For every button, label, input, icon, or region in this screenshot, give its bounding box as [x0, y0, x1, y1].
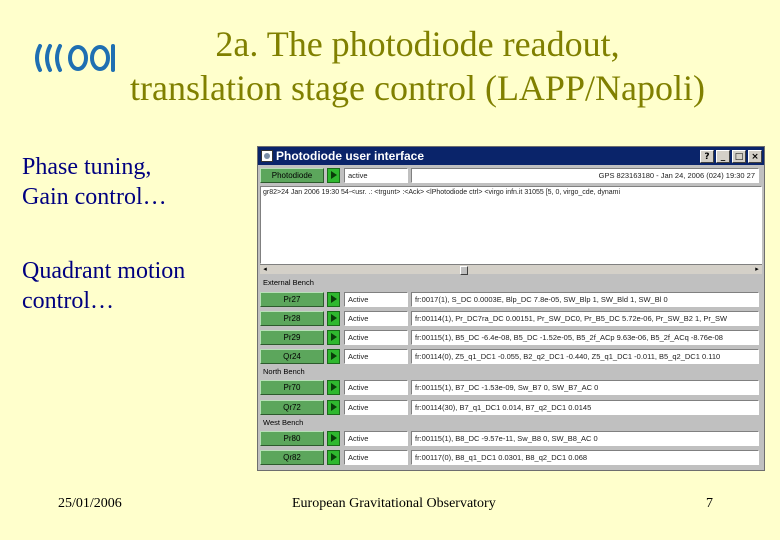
photodiode-button[interactable]: Photodiode — [260, 168, 324, 183]
device-button[interactable]: Pr28 — [260, 311, 324, 326]
device-info: fr:00115(1), B8_DC -9.57e-11, Sw_B8 0, SW_B8_AC 0 — [411, 431, 759, 446]
section-external-bench: External Bench — [263, 278, 314, 287]
scroll-thumb[interactable] — [460, 266, 468, 275]
slide-title-line2: translation stage control (LAPP/Napoli) — [130, 68, 705, 108]
footer-page-number: 7 — [706, 496, 713, 511]
horizontal-scrollbar[interactable] — [260, 264, 762, 274]
device-button[interactable]: Qr82 — [260, 450, 324, 465]
device-info: fr:00114(1), Pr_DC7ra_DC 0.00151, Pr_SW_DC0, Pr_B5_DC 5.72e-06, Pr_SW_B2 1, Pr_SW — [411, 311, 759, 326]
play-arrow-icon[interactable] — [327, 168, 340, 183]
slide-title-line1: 2a. The photodiode readout, — [215, 24, 620, 64]
play-arrow-icon[interactable] — [327, 311, 340, 326]
photodiode-window — [257, 146, 765, 471]
device-status: Active — [344, 400, 408, 415]
play-arrow-icon[interactable] — [327, 292, 340, 307]
device-info: fr:00114(30), B7_q1_DC1 0.014, B7_q2_DC1 0.0145 — [411, 400, 759, 415]
section-north-bench: North Bench — [263, 367, 305, 376]
top-status-field: active — [344, 168, 408, 183]
footer-organization: European Gravitational Observatory — [292, 496, 496, 511]
device-button[interactable]: Pr27 — [260, 292, 324, 307]
device-button[interactable]: Qr24 — [260, 349, 324, 364]
device-status: Active — [344, 380, 408, 395]
window-title: Photodiode user interface — [276, 149, 425, 163]
device-row-pr80 — [260, 430, 762, 447]
close-button[interactable]: × — [748, 150, 762, 163]
app-icon[interactable] — [261, 150, 273, 162]
minimize-button[interactable]: _ — [716, 150, 730, 163]
play-arrow-icon[interactable] — [327, 400, 340, 415]
slide-title — [60, 22, 775, 110]
device-button[interactable]: Qr72 — [260, 400, 324, 415]
device-row-qr72 — [260, 399, 762, 416]
device-info: fr:00114(0), Z5_q1_DC1 -0.055, B2_q2_DC1 -0.440, Z5_q1_DC1 -0.011, B5_q2_DC1 0.110 — [411, 349, 759, 364]
maximize-button[interactable]: □ — [732, 150, 746, 163]
window-titlebar[interactable] — [258, 147, 764, 165]
scroll-right-icon[interactable]: ▸ — [752, 265, 762, 274]
footer-date: 25/01/2006 — [58, 496, 122, 511]
gps-time-field: GPS 823163180 - Jan 24, 2006 (024) 19:30 27 — [411, 168, 759, 183]
play-arrow-icon[interactable] — [327, 380, 340, 395]
device-row-pr29 — [260, 329, 762, 346]
top-status-row — [260, 167, 762, 184]
play-arrow-icon[interactable] — [327, 450, 340, 465]
scroll-left-icon[interactable]: ◂ — [260, 265, 270, 274]
device-row-pr27 — [260, 291, 762, 308]
console-line: gr82>24 Jan 2006 19:30 54-<usr. .: <trgunt> :<Ack> <lPhotodiode ctrl> <virgo infn.it 31055 [5, 0, virgo_cde, dynami — [263, 189, 621, 196]
device-info: fr:00115(1), B5_DC -6.4e-08, B5_DC -1.52e-05, B5_2f_ACp 9.63e-06, B5_2f_ACq -8.76e-08 — [411, 330, 759, 345]
play-arrow-icon[interactable] — [327, 349, 340, 364]
device-status: Active — [344, 431, 408, 446]
device-row-qr82 — [260, 449, 762, 466]
device-row-pr28 — [260, 310, 762, 327]
device-row-pr70 — [260, 379, 762, 396]
device-status: Active — [344, 450, 408, 465]
bullet-phase-tuning — [22, 152, 167, 212]
device-status: Active — [344, 349, 408, 364]
message-console[interactable] — [260, 186, 762, 264]
device-button[interactable]: Pr29 — [260, 330, 324, 345]
bullet2-line2: control… — [22, 288, 114, 314]
device-status: Active — [344, 330, 408, 345]
device-button[interactable]: Pr80 — [260, 431, 324, 446]
device-info: fr:0017(1), S_DC 0.0003E, Blp_DC 7.8e-05, SW_Blp 1, SW_Bld 1, SW_Bl 0 — [411, 292, 759, 307]
device-info: fr:00117(0), B8_q1_DC1 0.0301, B8_q2_DC1 0.068 — [411, 450, 759, 465]
bullet1-line2: Gain control… — [22, 184, 167, 210]
device-info: fr:00115(1), B7_DC -1.53e-09, Sw_B7 0, SW_B7_AC 0 — [411, 380, 759, 395]
device-button[interactable]: Pr70 — [260, 380, 324, 395]
help-button[interactable]: ? — [700, 150, 714, 163]
device-row-qr24 — [260, 348, 762, 365]
device-status: Active — [344, 292, 408, 307]
play-arrow-icon[interactable] — [327, 431, 340, 446]
bullet-quadrant-motion — [22, 256, 185, 316]
bullet1-line1: Phase tuning, — [22, 154, 152, 180]
device-status: Active — [344, 311, 408, 326]
section-west-bench: West Bench — [263, 418, 304, 427]
bullet2-line1: Quadrant motion — [22, 258, 186, 284]
play-arrow-icon[interactable] — [327, 330, 340, 345]
